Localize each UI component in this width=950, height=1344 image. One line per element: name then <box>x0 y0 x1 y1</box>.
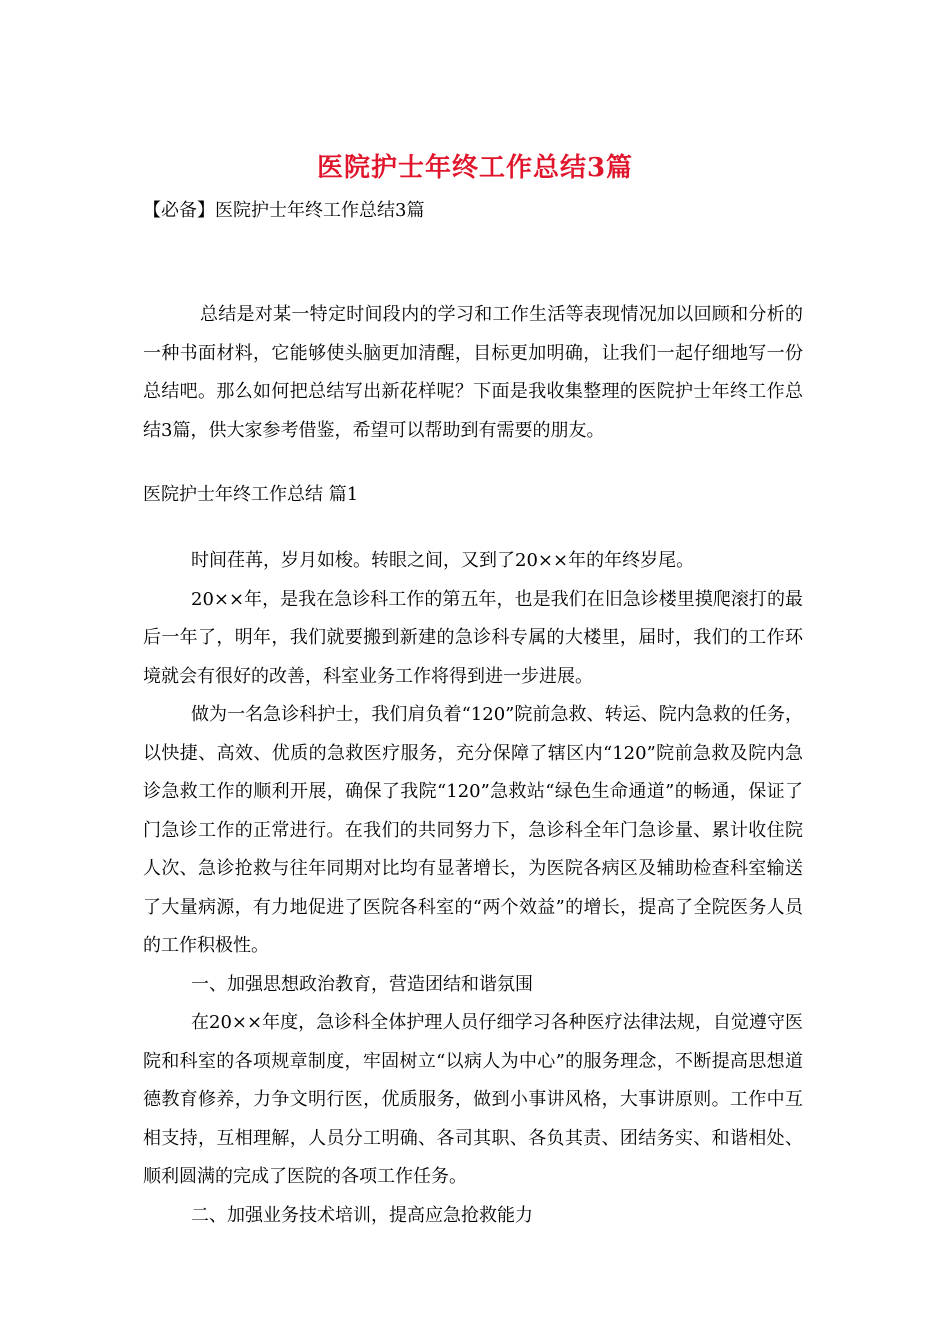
paragraph: 时间荏苒，岁月如梭。转眼之间，又到了20××年的年终岁尾。 <box>191 550 695 571</box>
document-title: 医院护士年终工作总结3篇 <box>316 153 634 183</box>
subsection-heading: 二、加强业务技术培训，提高应急抢救能力 <box>191 1204 533 1226</box>
paragraph: 20××年，是我在急诊科工作的第五年，也是我们在旧急诊楼里摸爬滚打的最后一年了，明年，我们就要搬到新建的急诊科专属的大楼里，届时，我们的工作环境就会有很好的改善，科室业务工作将得到进一步进展。 <box>143 588 803 687</box>
document-subtitle: 【必备】医院护士年终工作总结3篇 <box>143 200 425 221</box>
paragraph: 做为一名急诊科护士，我们肩负着“120”院前急救、转运、院内急救的任务，以快捷、高效、优质的急救医疗服务，充分保障了辖区内“120”院前急救及院内急诊急救工作的顺利开展，确保了我院“120”急救站“绿色生命通道”的畅通，保证了门急诊工作的正常进行。在我们的共同努力下，急诊科全年门急诊量、累计收住院人次、急诊抢救与往年同期对比均有显著增长，为医院各病区及辅助检查科室输送了大量病源，有力地促进了医院各科室的“两个效益”的增长，提高了全院医务人员的工作积极性。 <box>143 704 803 956</box>
intro-paragraph: 总结是对某一特定时间段内的学习和工作生活等表现情况加以回顾和分析的一种书面材料，它能够使头脑更加清醒，目标更加明确，让我们一起仔细地写一份总结吧。那么如何把总结写出新花样呢？下面是我收集整理的医院护士年终工作总结3篇，供大家参考借鉴，希望可以帮助到有需要的朋友。 <box>143 304 803 441</box>
subsection-heading: 一、加强思想政治教育，营造团结和谐氛围 <box>191 973 533 995</box>
section-heading: 医院护士年终工作总结 篇1 <box>143 484 359 505</box>
paragraph: 在20××年度，急诊科全体护理人员仔细学习各种医疗法律法规，自觉遵守医院和科室的各项规章制度，牢固树立“以病人为中心”的服务理念，不断提高思想道德教育修养，力争文明行医，优质服务，做到小事讲风格，大事讲原则。工作中互相支持，互相理解，人员分工明确、各司其职、各负其责、团结务实、和谐相处、顺利圆满的完成了医院的各项工作任务。 <box>143 1012 803 1187</box>
intro-block <box>143 296 803 450</box>
body-text <box>143 542 803 1235</box>
